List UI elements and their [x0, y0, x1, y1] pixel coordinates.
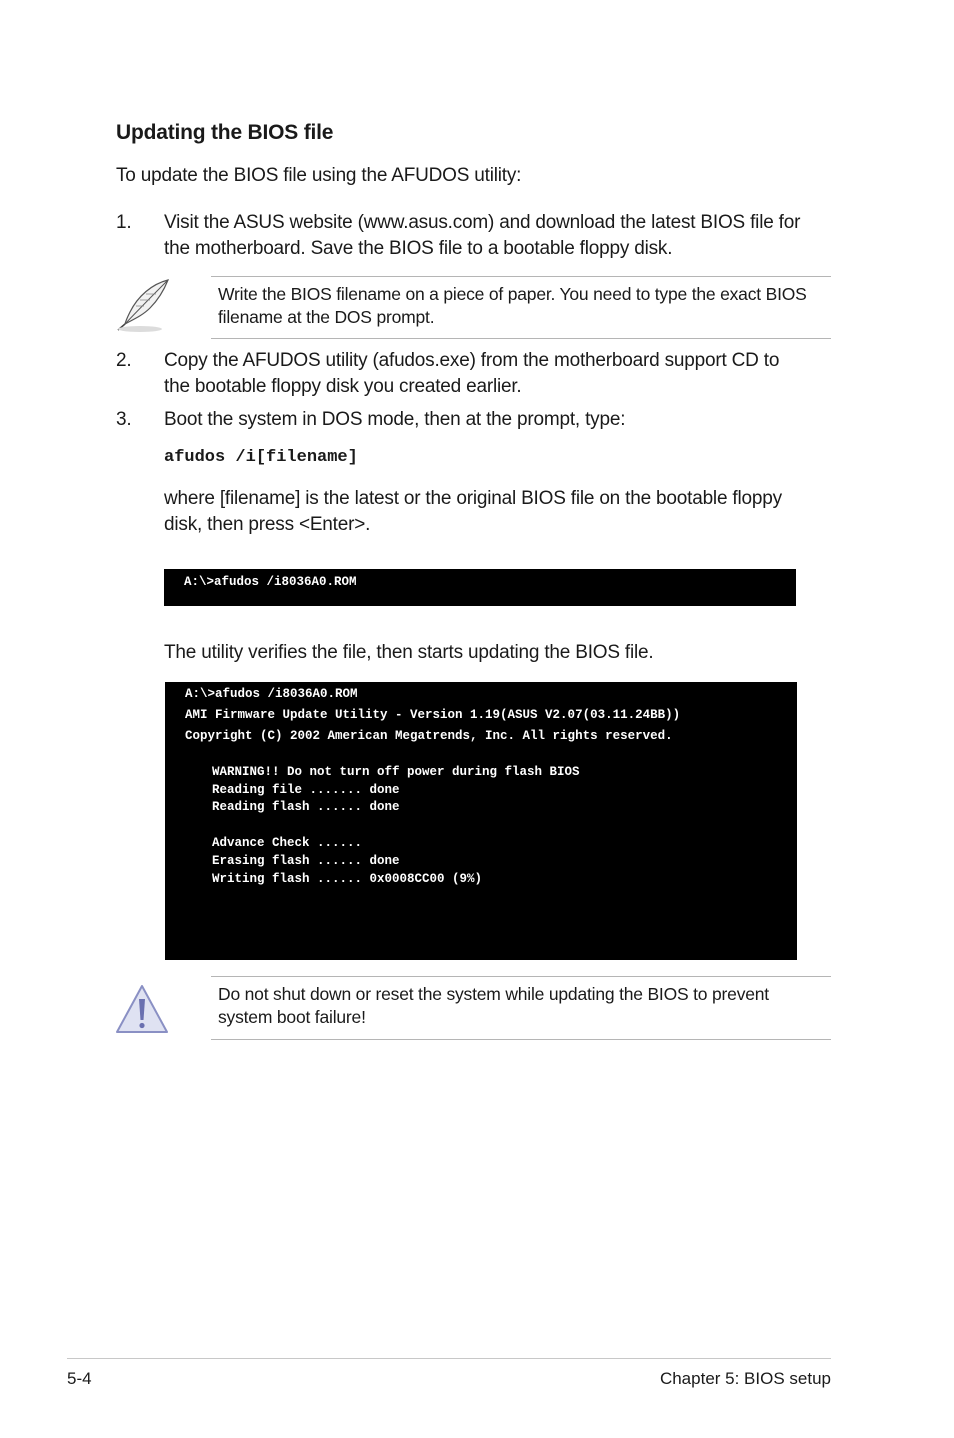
chapter-title: Chapter 5: BIOS setup — [659, 1369, 831, 1388]
page-number: 5-4 — [67, 1369, 92, 1388]
note-box — [211, 276, 831, 339]
feather-pen-icon — [112, 276, 174, 334]
caution-line-2: system boot failure! — [218, 1007, 366, 1027]
command-text: afudos /i[filename] — [164, 448, 358, 467]
terminal-line: Reading flash ...... done — [212, 800, 400, 814]
terminal-line: Reading file ....... done — [212, 783, 400, 797]
footer-divider — [67, 1358, 831, 1359]
terminal-line: Writing flash ...... 0x0008CC00 (9%) — [212, 872, 483, 886]
where-text — [164, 486, 844, 538]
terminal-line: AMI Firmware Update Utility - Version 1.19(ASUS V2.07(03.11.24BB)) — [185, 708, 681, 722]
terminal-screen-1 — [164, 569, 796, 606]
step-1-number: 1. — [116, 212, 132, 233]
terminal-line: Copyright (C) 2002 American Megatrends, Inc. All rights reserved. — [185, 729, 673, 743]
where-line-2: disk, then press <Enter>. — [164, 514, 371, 535]
step-2-number: 2. — [116, 350, 132, 371]
step-2-text — [164, 348, 844, 400]
step-1-text — [164, 210, 844, 262]
where-line-1: where [filename] is the latest or the original BIOS file on the bootable floppy — [164, 488, 782, 509]
step-2-line-1: Copy the AFUDOS utility (afudos.exe) from the motherboard support CD to — [164, 350, 780, 371]
step-1-line-2: the motherboard. Save the BIOS file to a bootable floppy disk. — [164, 238, 673, 259]
section-title: Updating the BIOS file — [116, 121, 334, 144]
terminal-1-line: A:\>afudos /i8036A0.ROM — [184, 575, 357, 589]
terminal-line: WARNING!! Do not turn off power during flash BIOS — [212, 765, 580, 779]
caution-text — [218, 983, 823, 1029]
step-3-text: Boot the system in DOS mode, then at the prompt, type: — [164, 409, 626, 430]
intro-text: To update the BIOS file using the AFUDOS utility: — [116, 165, 522, 186]
terminal-line: Erasing flash ...... done — [212, 854, 400, 868]
step-2-line-2: the bootable floppy disk you created earlier. — [164, 376, 522, 397]
verify-text: The utility verifies the file, then starts updating the BIOS file. — [164, 642, 654, 663]
step-3-number: 3. — [116, 409, 132, 430]
terminal-line: Advance Check ...... — [212, 836, 363, 850]
caution-box — [211, 976, 831, 1040]
terminal-line: A:\>afudos /i8036A0.ROM — [185, 687, 358, 701]
caution-line-1: Do not shut down or reset the system while updating the BIOS to prevent — [218, 984, 769, 1004]
note-line-2: filename at the DOS prompt. — [218, 307, 435, 327]
warning-triangle-icon — [113, 982, 171, 1036]
note-line-1: Write the BIOS filename on a piece of paper. You need to type the exact BIOS — [218, 284, 807, 304]
terminal-screen-2 — [165, 682, 797, 960]
step-1-line-1: Visit the ASUS website (www.asus.com) and download the latest BIOS file for — [164, 212, 801, 233]
note-text — [218, 283, 823, 329]
